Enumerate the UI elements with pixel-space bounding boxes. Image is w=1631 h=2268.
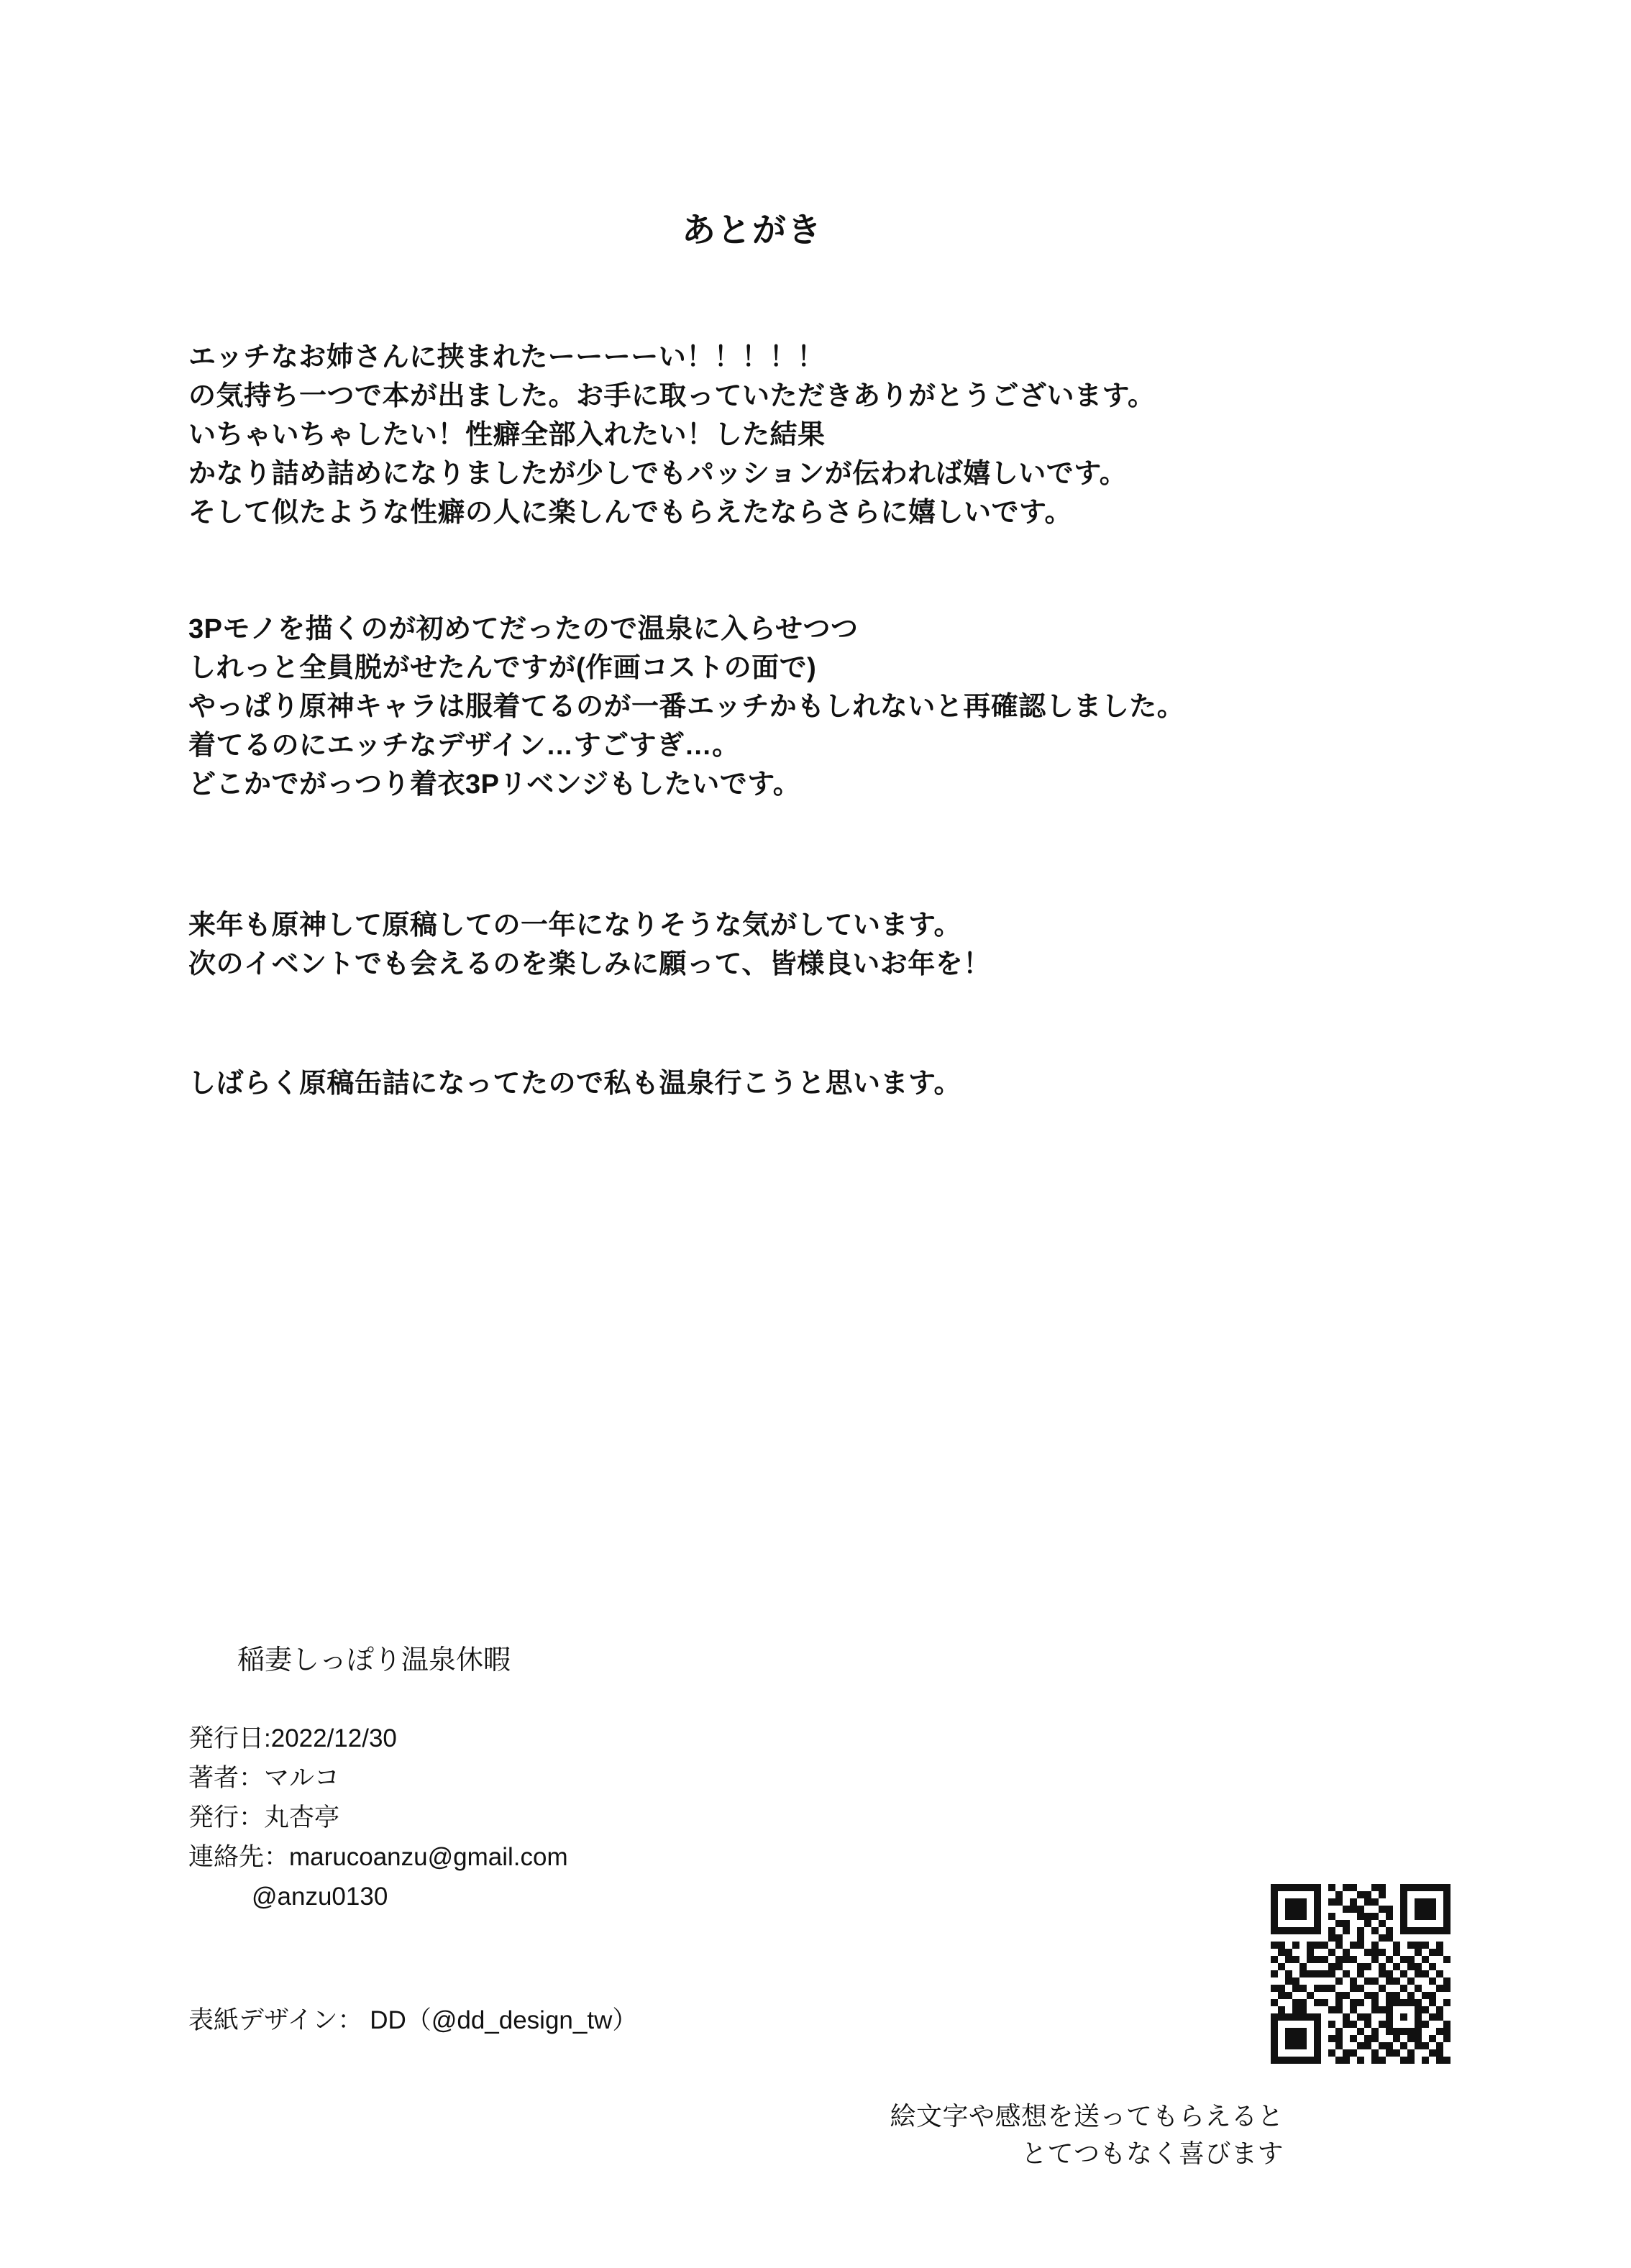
contact-email: 連絡先：marucoanzu@gmail.com [188,1843,568,1871]
paragraph-line: しれっと全員脱がせたんですが(作画コストの面で) [188,653,817,683]
paragraph-line: しばらく原稿缶詰になってたので私も温泉行こうと思います。 [188,1069,961,1099]
paragraph-line: の気持ち一つで本が出ました。お手に取っていただきありがとうございます。 [188,381,1156,411]
paragraph-line: かなり詰め詰めになりましたが少しでもパッションが伝われば嬉しいです。 [188,459,1128,489]
paragraph-line: やっぱり原神キャラは服着てるのが一番エッチかもしれないと再確認しました。 [188,692,1185,722]
contact-twitter: @anzu0130 [252,1883,388,1911]
publisher: 発行：丸杏亭 [188,1803,340,1832]
afterword-paragraph-2 [188,610,1483,804]
paragraph-line: 来年も原神して原稿しての一年になりそうな気がしています。 [188,910,961,941]
colophon-block [188,1719,568,1916]
paragraph-line: いちゃいちゃしたい！性癖全部入れたい！した結果 [188,420,826,450]
author: 著者：マルコ [188,1764,340,1792]
paragraph-line: 次のイベントでも会えるのを楽しみに願って、皆様良いお年を！ [188,949,991,979]
thanks-note [890,2098,1284,2172]
thanks-line: とてつもなく喜びます [1020,2139,1284,2168]
afterword-paragraph-1 [188,338,1483,532]
paragraph-line: 着てるのにエッチなデザイン…すごすぎ…。 [188,731,740,761]
afterword-paragraph-4 [188,1064,1483,1103]
qr-code [1271,1884,1450,2064]
cover-design-credit: 表紙デザイン： DD（@dd_design_tw） [188,2006,638,2034]
page-title: あとがき [682,211,823,249]
paragraph-line: そして似たような性癖の人に楽しんでもらえたならさらに嬉しいです。 [188,498,1072,528]
afterword-paragraph-3 [188,906,1483,984]
thanks-line: 絵文字や感想を送ってもらえると [890,2101,1284,2131]
paragraph-line: どこかでがっつり着衣3Pリベンジもしたいです。 [188,769,801,800]
book-title: 稲妻しっぽり温泉休暇 [237,1645,511,1675]
publish-date: 発行日:2022/12/30 [188,1724,397,1752]
paragraph-line: エッチなお姉さんに挟まれたーーーーい！！！！！ [188,342,825,372]
paragraph-line: 3Pモノを描くのが初めてだったので温泉に入らせつつ [188,614,859,644]
